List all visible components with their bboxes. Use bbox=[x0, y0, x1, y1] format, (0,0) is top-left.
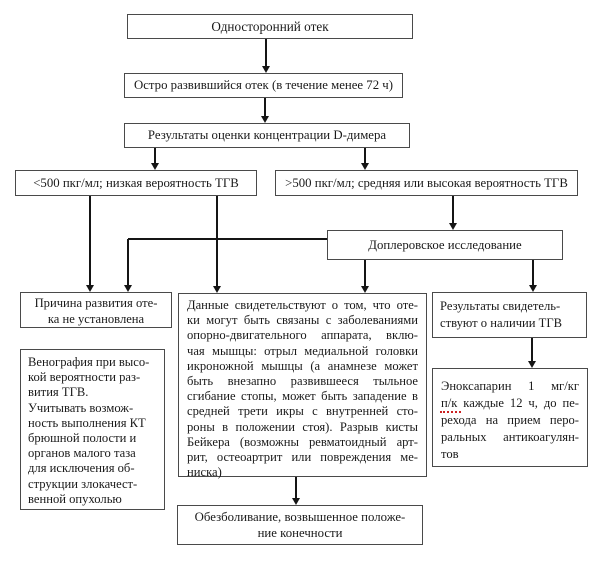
text-line: кой вероятности раз- bbox=[28, 370, 141, 385]
flow-box-doppler-label: Доплеровское исследование bbox=[368, 237, 522, 252]
arrow-shaft bbox=[364, 260, 366, 286]
arrow-head-icon bbox=[449, 223, 457, 230]
arrow-head-icon bbox=[213, 286, 221, 293]
text-line: струкции злокачест- bbox=[28, 476, 138, 491]
text-line: Причина развития оте- bbox=[34, 296, 158, 310]
flow-box-msk-causes bbox=[178, 293, 427, 480]
text-line: Бейкера (возможны ревматоидный арт- bbox=[187, 434, 418, 449]
flow-box-dvt-confirmed bbox=[432, 292, 587, 338]
arrow-high-to-doppler bbox=[449, 196, 458, 230]
text-line: ность выполнения КТ bbox=[28, 415, 146, 430]
text-line: рехода на прием перо- bbox=[441, 413, 579, 427]
connector-doppler-to-cause-horizontal bbox=[128, 238, 327, 240]
arrow-head-icon bbox=[529, 285, 537, 292]
text-line: брюшной полости и bbox=[28, 431, 137, 446]
flow-box-enoxaparin bbox=[432, 368, 588, 467]
text-line: опорно-двигательного аппарата, вклю- bbox=[187, 328, 418, 343]
text-line: венной опухолью bbox=[28, 491, 122, 506]
text-line: быть внезапно развившееся тыльное bbox=[187, 374, 418, 389]
arrow-shaft bbox=[89, 196, 91, 285]
arrow-shaft bbox=[127, 239, 129, 285]
arrow-shaft bbox=[295, 477, 297, 498]
text-line: икроножной мышцы (а анамнезе может bbox=[187, 358, 418, 373]
text-line: для исключения об- bbox=[28, 461, 135, 476]
text-line: Данные свидетельствуют о том, что оте- bbox=[187, 298, 418, 312]
flow-box-ddimer-results-label: Результаты оценки концентрации D-димера bbox=[147, 128, 387, 142]
arrow-head-icon bbox=[262, 66, 270, 73]
arrow-shaft bbox=[154, 148, 156, 163]
arrow-ddimer-to-low bbox=[151, 148, 160, 170]
text-line: ниска) bbox=[187, 465, 222, 480]
arrow-low-to-cause-unknown bbox=[86, 196, 95, 292]
arrow-doppler-to-dvt-confirmed bbox=[529, 260, 538, 292]
arrow-head-icon bbox=[86, 285, 94, 292]
flow-box-unilateral-edema bbox=[127, 14, 413, 39]
arrow-msk-to-analgesia bbox=[292, 477, 301, 505]
text-line: ральных антикоагулян- bbox=[441, 430, 579, 444]
text-line: п/к каждые 12 ч, до пе- bbox=[441, 396, 579, 410]
flow-box-analgesia bbox=[177, 505, 423, 545]
text-line: средней трети икры с внутренней сто- bbox=[187, 404, 418, 419]
flow-box-cause-unknown bbox=[20, 292, 172, 328]
flow-box-ddimer-results bbox=[124, 123, 410, 148]
text-line: ка не установлена bbox=[47, 312, 145, 326]
arrow-head-icon bbox=[261, 116, 269, 123]
text-line: ние конечности bbox=[257, 526, 343, 540]
text-line: чая мышцы: отрыл медиальной головки bbox=[187, 343, 418, 358]
text-line: органов малого таза bbox=[28, 446, 136, 461]
flow-box-ddimer-high-label: >500 пкг/мл; средняя или высокая вероятность ТГВ bbox=[285, 175, 568, 190]
arrow-doppler-to-cause-unknown bbox=[124, 239, 133, 292]
text-line: Венография при высо- bbox=[28, 355, 150, 369]
flow-box-acute-edema bbox=[124, 73, 403, 98]
arrow-low-to-msk-causes bbox=[213, 196, 222, 293]
flow-box-doppler bbox=[327, 230, 563, 260]
arrow-doppler-to-msk-causes bbox=[361, 260, 370, 293]
text-line: Результаты свидетель- bbox=[440, 299, 561, 313]
text-line: ствуют о наличии ТГВ bbox=[440, 316, 563, 330]
arrow-head-icon bbox=[361, 163, 369, 170]
text-line: тов bbox=[441, 447, 459, 461]
arrow-shaft bbox=[264, 98, 266, 116]
flow-box-unilateral-edema-label: Односторонний отек bbox=[211, 18, 329, 34]
arrow-head-icon bbox=[528, 361, 536, 368]
arrow-shaft bbox=[265, 39, 267, 66]
flow-box-acute-edema-label: Остро развившийся отек (в течение менее 72 ч) bbox=[134, 78, 393, 92]
arrow-shaft bbox=[532, 260, 534, 285]
text-line: Обезболивание, возвышенное положе- bbox=[194, 510, 406, 524]
text-line: роны в положении стоя). Разрыв кисты bbox=[187, 419, 418, 434]
flow-box-ddimer-low bbox=[15, 170, 257, 196]
text-line: Эноксапарин 1 мг/кг bbox=[441, 379, 579, 393]
text-line: рит, остеоартрит или повреждения ме- bbox=[187, 450, 418, 465]
flow-box-ddimer-low-label: <500 пкг/мл; низкая вероятность ТГВ bbox=[33, 175, 239, 190]
arrow-head-icon bbox=[124, 285, 132, 292]
arrow-dvt-to-enoxaparin bbox=[528, 338, 537, 368]
arrow-head-icon bbox=[361, 286, 369, 293]
text-line: вития ТГВ. bbox=[28, 385, 89, 400]
arrow-head-icon bbox=[292, 498, 300, 505]
arrow-unilateral-to-acute bbox=[262, 39, 271, 73]
text-line: Учитывать возмож- bbox=[28, 400, 134, 415]
arrow-head-icon bbox=[151, 163, 159, 170]
text-line: сгибание стопы, может быть западение в bbox=[187, 389, 418, 404]
flow-box-ddimer-high bbox=[275, 170, 578, 196]
arrow-shaft bbox=[531, 338, 533, 361]
arrow-ddimer-to-high bbox=[361, 148, 370, 170]
arrow-shaft bbox=[364, 148, 366, 163]
arrow-shaft bbox=[216, 196, 218, 286]
arrow-shaft bbox=[452, 196, 454, 223]
flow-box-venography bbox=[20, 349, 165, 510]
text-line: ки могут быть связаны с заболеваниями bbox=[187, 313, 418, 328]
arrow-acute-to-ddimer bbox=[261, 98, 270, 123]
